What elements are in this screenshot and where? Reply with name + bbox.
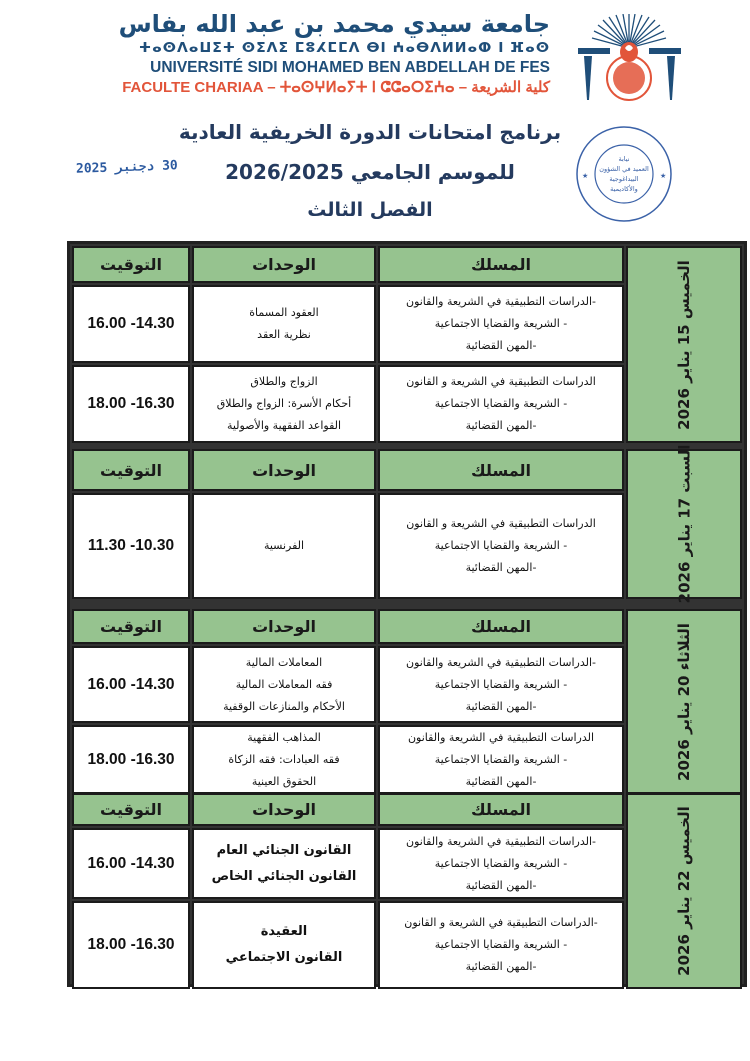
track-item: -المهن القضائية xyxy=(465,960,537,973)
track-item: - الشريعة والقضايا الاجتماعية xyxy=(434,938,568,951)
track-item: -المهن القضائية xyxy=(465,774,537,788)
units-cell xyxy=(192,285,376,363)
track-item: -المهن القضائية xyxy=(465,699,537,713)
header-units: الوحدات xyxy=(192,793,376,826)
track-item: الدراسات التطبيقية في الشريعة و القانون xyxy=(406,375,596,388)
track-cell xyxy=(378,493,624,599)
svg-text:★: ★ xyxy=(582,172,589,180)
unit-item: القانون الجنائي العام xyxy=(216,842,352,858)
day-label: السبت 17 يناير 2026 xyxy=(675,444,693,604)
day-cell xyxy=(626,609,742,794)
svg-text:والأكاديمية: والأكاديمية xyxy=(610,185,638,193)
unit-item: العقيدة xyxy=(260,924,308,939)
track-cell xyxy=(378,646,624,723)
header-units: الوحدات xyxy=(192,246,376,283)
track-cell xyxy=(378,365,624,443)
track-item: -الدراسات التطبيقية في الشريعة و القانون xyxy=(404,916,598,929)
faculty-name: FACULTE CHARIAA – ⵜⴰⵙⵖⵍⴰⵢⵜ ⵏ ⵛⵛⴰⵔⵉⵄⴰ – كلية الشريعة xyxy=(122,79,550,96)
header-track: المسلك xyxy=(378,449,624,491)
time-cell: 18.00 -16.30 xyxy=(72,365,190,443)
track-item: -المهن القضائية xyxy=(465,878,537,892)
header-track: المسلك xyxy=(378,609,624,644)
day-label: الخميس 15 يناير 2026 xyxy=(675,259,693,430)
units-cell xyxy=(192,493,376,599)
track-item: - الشريعة والقضايا الاجتماعية xyxy=(434,856,568,870)
unit-item: المعاملات المالية xyxy=(245,655,323,669)
header-time: التوقيت xyxy=(72,449,190,491)
day-cell xyxy=(626,246,742,443)
track-item: - الشريعة والقضايا الاجتماعية xyxy=(434,752,568,766)
semester: الفصل الثالث xyxy=(307,199,433,221)
day-cell xyxy=(626,793,742,989)
svg-text:★: ★ xyxy=(660,172,667,180)
track-item: -المهن القضائية xyxy=(465,419,537,432)
university-emblem-icon xyxy=(572,14,687,102)
day-cell xyxy=(626,444,742,604)
track-item: -الدراسات التطبيقية في الشريعة والقانون xyxy=(405,655,597,669)
time-cell: 16.00 -14.30 xyxy=(72,828,190,899)
track-item: - الشريعة والقضايا الاجتماعية xyxy=(434,317,568,330)
unit-item: المذاهب الفقهية xyxy=(247,730,321,744)
header-units: الوحدات xyxy=(192,609,376,644)
units-cell xyxy=(192,646,376,723)
units-cell xyxy=(192,901,376,989)
track-item: -الدراسات التطبيقية في الشريعة والقانون xyxy=(405,295,597,308)
time-cell: 18.00 -16.30 xyxy=(72,901,190,989)
unit-item: القانون الجنائي الخاص xyxy=(211,868,357,884)
svg-text:البيداغوجية: البيداغوجية xyxy=(609,175,639,183)
track-cell xyxy=(378,725,624,794)
units-cell xyxy=(192,365,376,443)
header-track: المسلك xyxy=(378,793,624,826)
unit-item: أحكام الأسرة: الزواج والطلاق xyxy=(216,397,352,410)
unit-item: الأحكام والمنازعات الوقفية xyxy=(223,699,345,713)
university-name-french: UNIVERSITÉ SIDI MOHAMED BEN ABDELLAH DE FES xyxy=(150,59,550,76)
header-track: المسلك xyxy=(378,246,624,283)
svg-text:العميد في الشؤون: العميد في الشؤون xyxy=(599,165,649,173)
unit-item: القواعد الفقهية والأصولية xyxy=(226,419,342,432)
exam-schedule-table xyxy=(67,241,747,987)
track-item: -المهن القضائية xyxy=(465,339,537,352)
day-label: الخميس 22 يناير 2026 xyxy=(675,806,693,976)
header-time: التوقيت xyxy=(72,609,190,644)
track-item: - الشريعة والقضايا الاجتماعية xyxy=(434,397,568,410)
track-item: الدراسات التطبيقية في الشريعة والقانون xyxy=(407,730,595,744)
track-cell xyxy=(378,901,624,989)
track-item: - الشريعة والقضايا الاجتماعية xyxy=(434,677,568,691)
track-cell xyxy=(378,828,624,899)
track-item: -المهن القضائية xyxy=(465,561,537,574)
university-name-arabic: جامعة سيدي محمد بن عبد الله بفاس xyxy=(118,10,550,38)
svg-text:نيابة: نيابة xyxy=(618,155,630,163)
units-cell xyxy=(192,828,376,899)
unit-item: الحقوق العينية xyxy=(251,774,317,788)
date-stamp: 30 دجنبر 2025 xyxy=(75,158,178,177)
track-item: -الدراسات التطبيقية في الشريعة والقانون xyxy=(405,834,597,848)
time-cell: 11.30 -10.30 xyxy=(72,493,190,599)
track-cell xyxy=(378,285,624,363)
time-cell: 16.00 -14.30 xyxy=(72,285,190,363)
unit-item: الفرنسية xyxy=(263,539,305,552)
unit-item: الزواج والطلاق xyxy=(250,375,318,388)
unit-item: القانون الاجتماعي xyxy=(225,950,343,965)
day-label: الثلاثاء 20 يناير 2026 xyxy=(675,622,693,781)
track-item: - الشريعة والقضايا الاجتماعية xyxy=(434,539,568,552)
header-units: الوحدات xyxy=(192,449,376,491)
header-time: التوقيت xyxy=(72,246,190,283)
title-block xyxy=(160,112,580,228)
time-cell: 16.00 -14.30 xyxy=(72,646,190,723)
units-cell xyxy=(192,725,376,794)
unit-item: العقود المسماة xyxy=(249,306,319,319)
track-item: الدراسات التطبيقية في الشريعة و القانون xyxy=(406,517,596,530)
unit-item: نظرية العقد xyxy=(257,328,311,341)
university-header xyxy=(60,10,560,105)
academic-year: للموسم الجامعي 2026/2025 xyxy=(225,160,515,184)
official-seal-icon xyxy=(574,122,674,226)
page-title: برنامج امتحانات الدورة الخريفية العادية xyxy=(178,120,562,144)
university-name-tifinagh: ⵜⴰⵙⴷⴰⵡⵉⵜ ⵙⵉⴷⵉ ⵎⵓⵃⵎⵎⴷ ⴱⵏ ⵄⴰⴱⴷⵍⵍⴰⵀ ⵏ ⴼⴰⵙ xyxy=(138,40,550,56)
time-cell: 18.00 -16.30 xyxy=(72,725,190,794)
unit-item: فقه المعاملات المالية xyxy=(235,677,333,691)
unit-item: فقه العبادات: فقه الزكاة xyxy=(228,752,340,766)
header-time: التوقيت xyxy=(72,793,190,826)
